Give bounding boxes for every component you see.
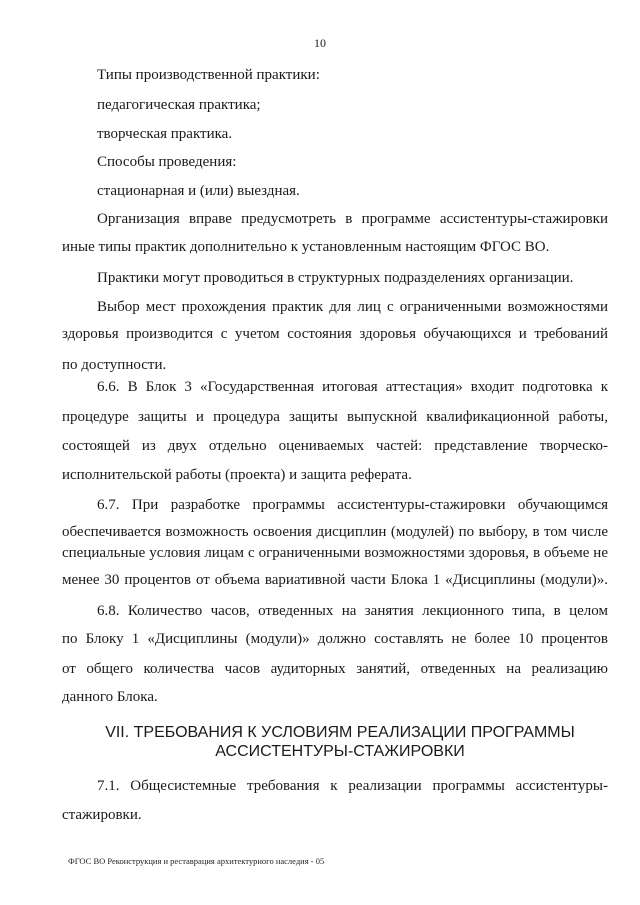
paragraph-6-8-line4: данного Блока. [62, 689, 158, 705]
methods-heading: Способы проведения: [97, 154, 237, 170]
page-number: 10 [314, 36, 326, 50]
paragraph-organization-line1: Организация вправе предусмотреть в программе ассистентуры-стажировки [97, 211, 608, 227]
method-item: стационарная и (или) выездная. [97, 183, 300, 199]
practice-type-creative: творческая практика. [97, 126, 233, 142]
paragraph-6-6-line4: исполнительской работы (проекта) и защита реферата. [62, 467, 412, 483]
practice-type-pedagogical: педагогическая практика; [97, 97, 261, 113]
footer-text: ФГОС ВО Реконструкция и реставрация архитектурного наследия - 05 [68, 856, 325, 866]
paragraph-7-1-line2: стажировки. [62, 807, 142, 823]
paragraph-6-6-line3: состоящей из двух отдельно оцениваемых частей: представление творческо- [62, 438, 608, 454]
paragraph-choice-line1: Выбор мест прохождения практик для лиц с ограниченными возможностями [97, 299, 608, 315]
paragraph-6-8-line2: по Блоку 1 «Дисциплины (модули)» должно составлять не более 10 процентов [62, 631, 608, 647]
paragraph-6-6-line1: 6.6. В Блок 3 «Государственная итоговая аттестация» входит подготовка к [97, 379, 608, 395]
paragraph-choice-line2: здоровья производится с учетом состояния здоровья обучающихся и требований [62, 326, 608, 342]
section-heading-line1: VII. ТРЕБОВАНИЯ К УСЛОВИЯМ РЕАЛИЗАЦИИ ПРОГРАММЫ [105, 724, 575, 741]
practice-types-heading: Типы производственной практики: [97, 67, 320, 83]
paragraph-6-7-line2: обеспечивается возможность освоения дисциплин (модулей) по выбору, в том числе [62, 524, 608, 540]
paragraph-organization-line2: иные типы практик дополнительно к установленным настоящим ФГОС ВО. [62, 239, 550, 255]
paragraph-6-7-line3: специальные условия лицам с ограниченными возможностями здоровья, в объеме не [62, 545, 608, 561]
section-heading-line2: АССИСТЕНТУРЫ-СТАЖИРОВКИ [215, 743, 465, 760]
paragraph-structural: Практики могут проводиться в структурных подразделениях организации. [97, 270, 574, 286]
paragraph-6-8-line3: от общего количества часов аудиторных занятий, отведенных на реализацию [62, 661, 608, 677]
paragraph-6-7-line4: менее 30 процентов от объема вариативной части Блока 1 «Дисциплины (модули)». [62, 572, 608, 588]
paragraph-7-1-line1: 7.1. Общесистемные требования к реализации программы ассистентуры- [97, 778, 608, 794]
paragraph-choice-line3: по доступности. [62, 357, 167, 373]
paragraph-6-8-line1: 6.8. Количество часов, отведенных на занятия лекционного типа, в целом [97, 603, 608, 619]
paragraph-6-7-line1: 6.7. При разработке программы ассистентуры-стажировки обучающимся [97, 497, 608, 513]
paragraph-6-6-line2: процедуре защиты и процедура защиты выпускной квалификационной работы, [62, 409, 608, 425]
